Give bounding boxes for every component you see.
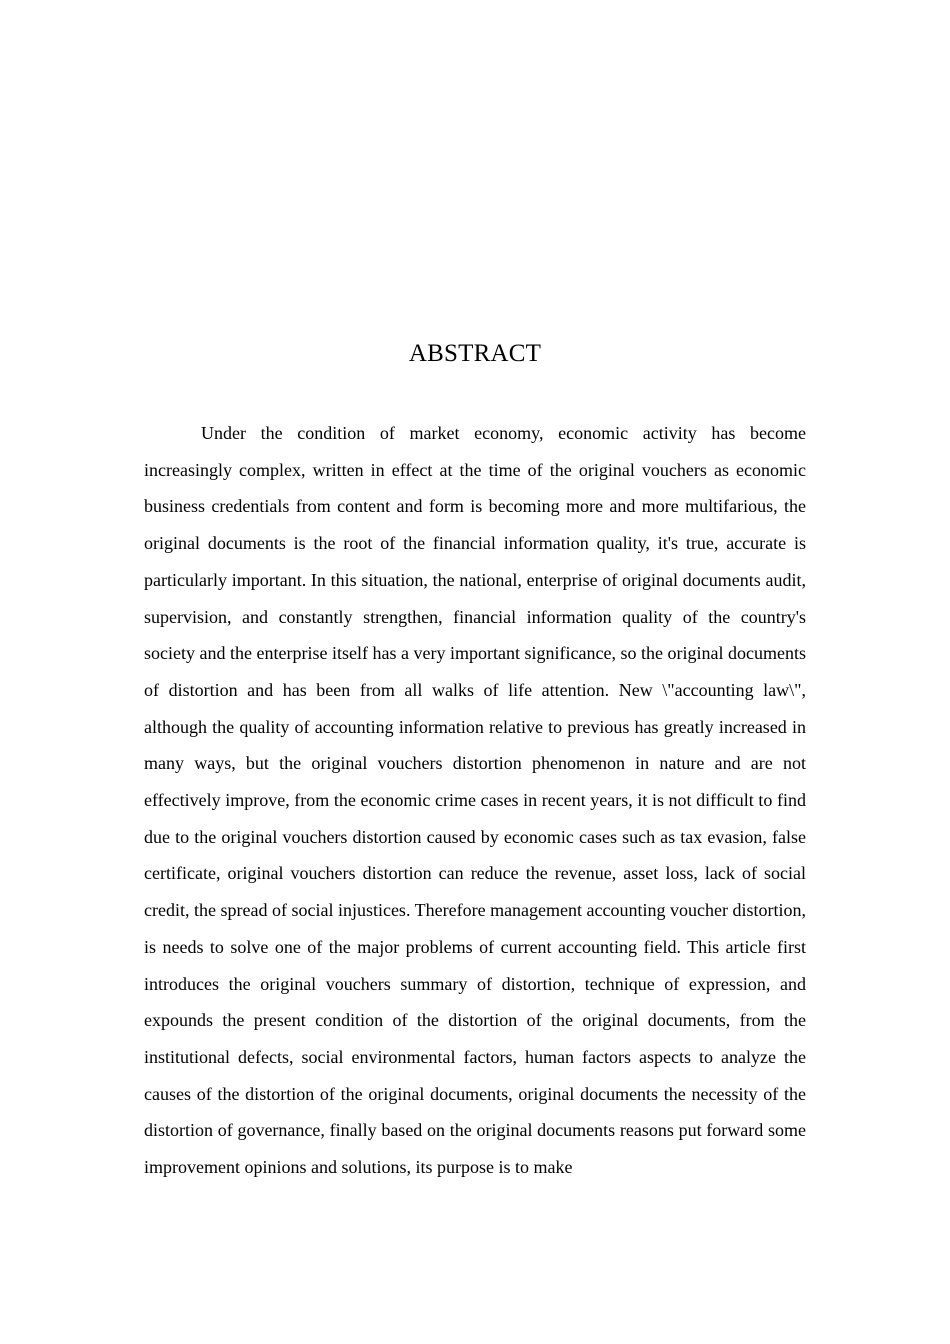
abstract-title: ABSTRACT: [408, 340, 542, 367]
abstract-paragraph: Under the condition of market economy, economic activity has become increasingly complex, written in effect at the time of the original vouchers as economic business credentials from content and form is becoming more and more multifarious, the original documents is the root of the financial information quality, it's true, accurate is particularly important. In this situation, the national, enterprise of original documents audit, supervision, and constantly strengthen, financial information quality of the country's society and the enterprise itself has a very important significance, so the original documents of distortion and has been from all walks of life attention. New \"accounting law\", although the quality of accounting information relative to previous has greatly increased in many ways, but the original vouchers distortion phenomenon in nature and are not effectively improve, from the economic crime cases in recent years, it is not difficult to find due to the original vouchers distortion caused by economic cases such as tax evasion, false certificate, original vouchers distortion can reduce the revenue, asset loss, lack of social credit, the spread of social injustices. Therefore management accounting voucher distortion, is needs to solve one of the major problems of current accounting field. This article first introduces the original vouchers summary of distortion, technique of expression, and expounds the present condition of the distortion of the original documents, from the institutional defects, social environmental factors, human factors aspects to analyze the causes of the distortion of the original documents, original documents the necessity of the distortion of governance, finally based on the original documents reasons put forward some improvement opinions and solutions, its purpose is to make: [144, 423, 806, 1178]
